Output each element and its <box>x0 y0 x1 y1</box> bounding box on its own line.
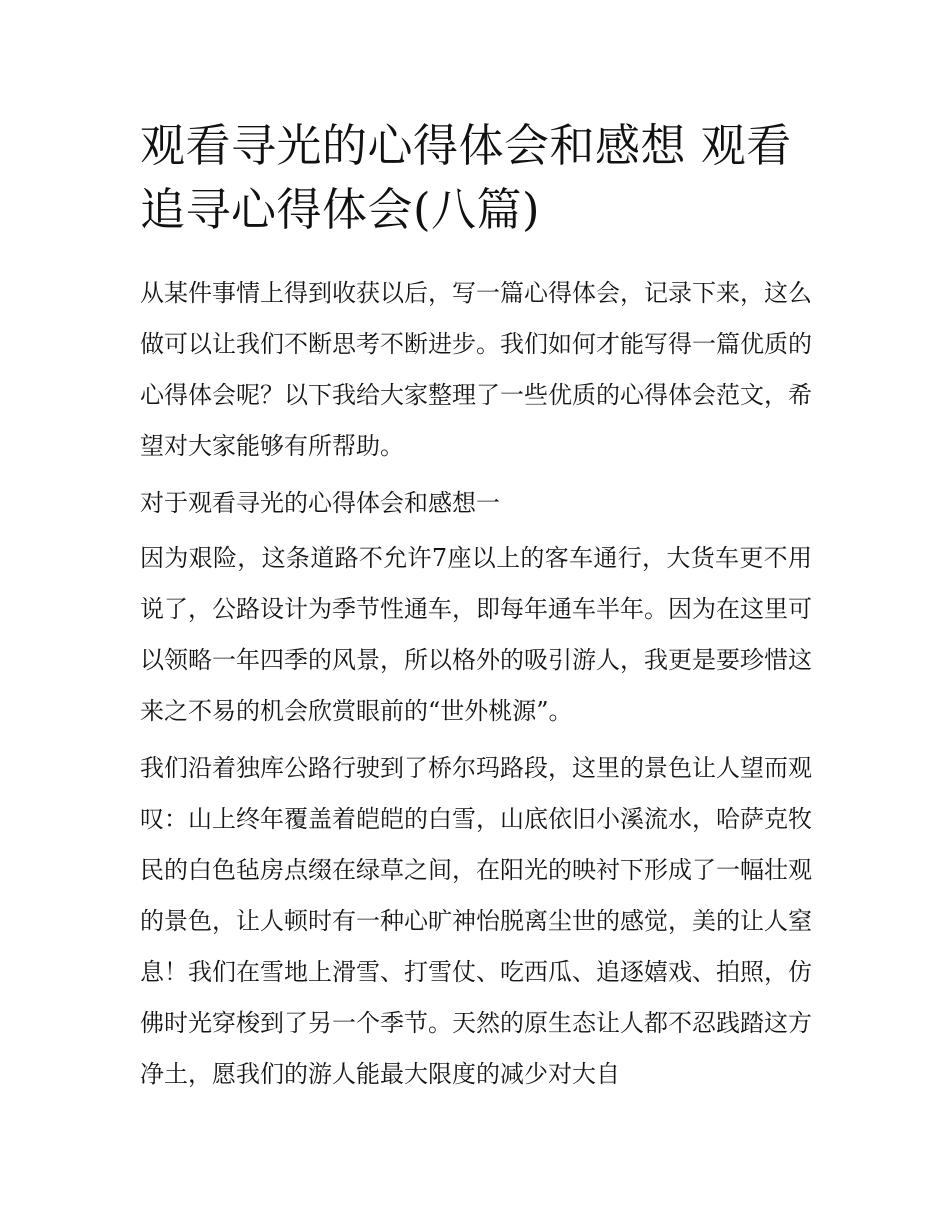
intro-paragraph: 从某件事情上得到收获以后，写一篇心得体会，记录下来，这么做可以让我们不断思考不断进步。我们如何才能写得一篇优质的心得体会呢？以下我给大家整理了一些优质的心得体会范文，希望对大家能够有所帮助。 <box>140 279 812 460</box>
document-title: 观看寻光的心得体会和感想 观看追寻心得体会(八篇) <box>140 119 792 236</box>
document-body <box>140 114 812 1106</box>
body-paragraph: 我们沿着独库公路行驶到了桥尔玛路段，这里的景色让人望而观叹：山上终年覆盖着皑皑的白雪，山底依旧小溪流水，哈萨克牧民的白色毡房点缀在绿草之间，在阳光的映衬下形成了一幅壮观的景色，让人顿时有一种心旷神怡脱离尘世的感觉，美的让人窒息！我们在雪地上滑雪、打雪仗、吃西瓜、追逐嬉戏、拍照，仿佛时光穿梭到了另一个季节。天然的原生态让人都不忍践踏这方净土，愿我们的游人能最大限度的减少对大自 <box>140 754 812 1088</box>
section-heading: 对于观看寻光的心得体会和感想一 <box>140 489 500 517</box>
body-paragraph: 因为艰险，这条道路不允许7座以上的客车通行，大货车更不用说了，公路设计为季节性通车，即每年通车半年。因为在这里可以领略一年四季的风景，所以格外的吸引游人，我更是要珍惜这来之不易的机会欣赏眼前的“世外桃源”。 <box>140 544 812 725</box>
